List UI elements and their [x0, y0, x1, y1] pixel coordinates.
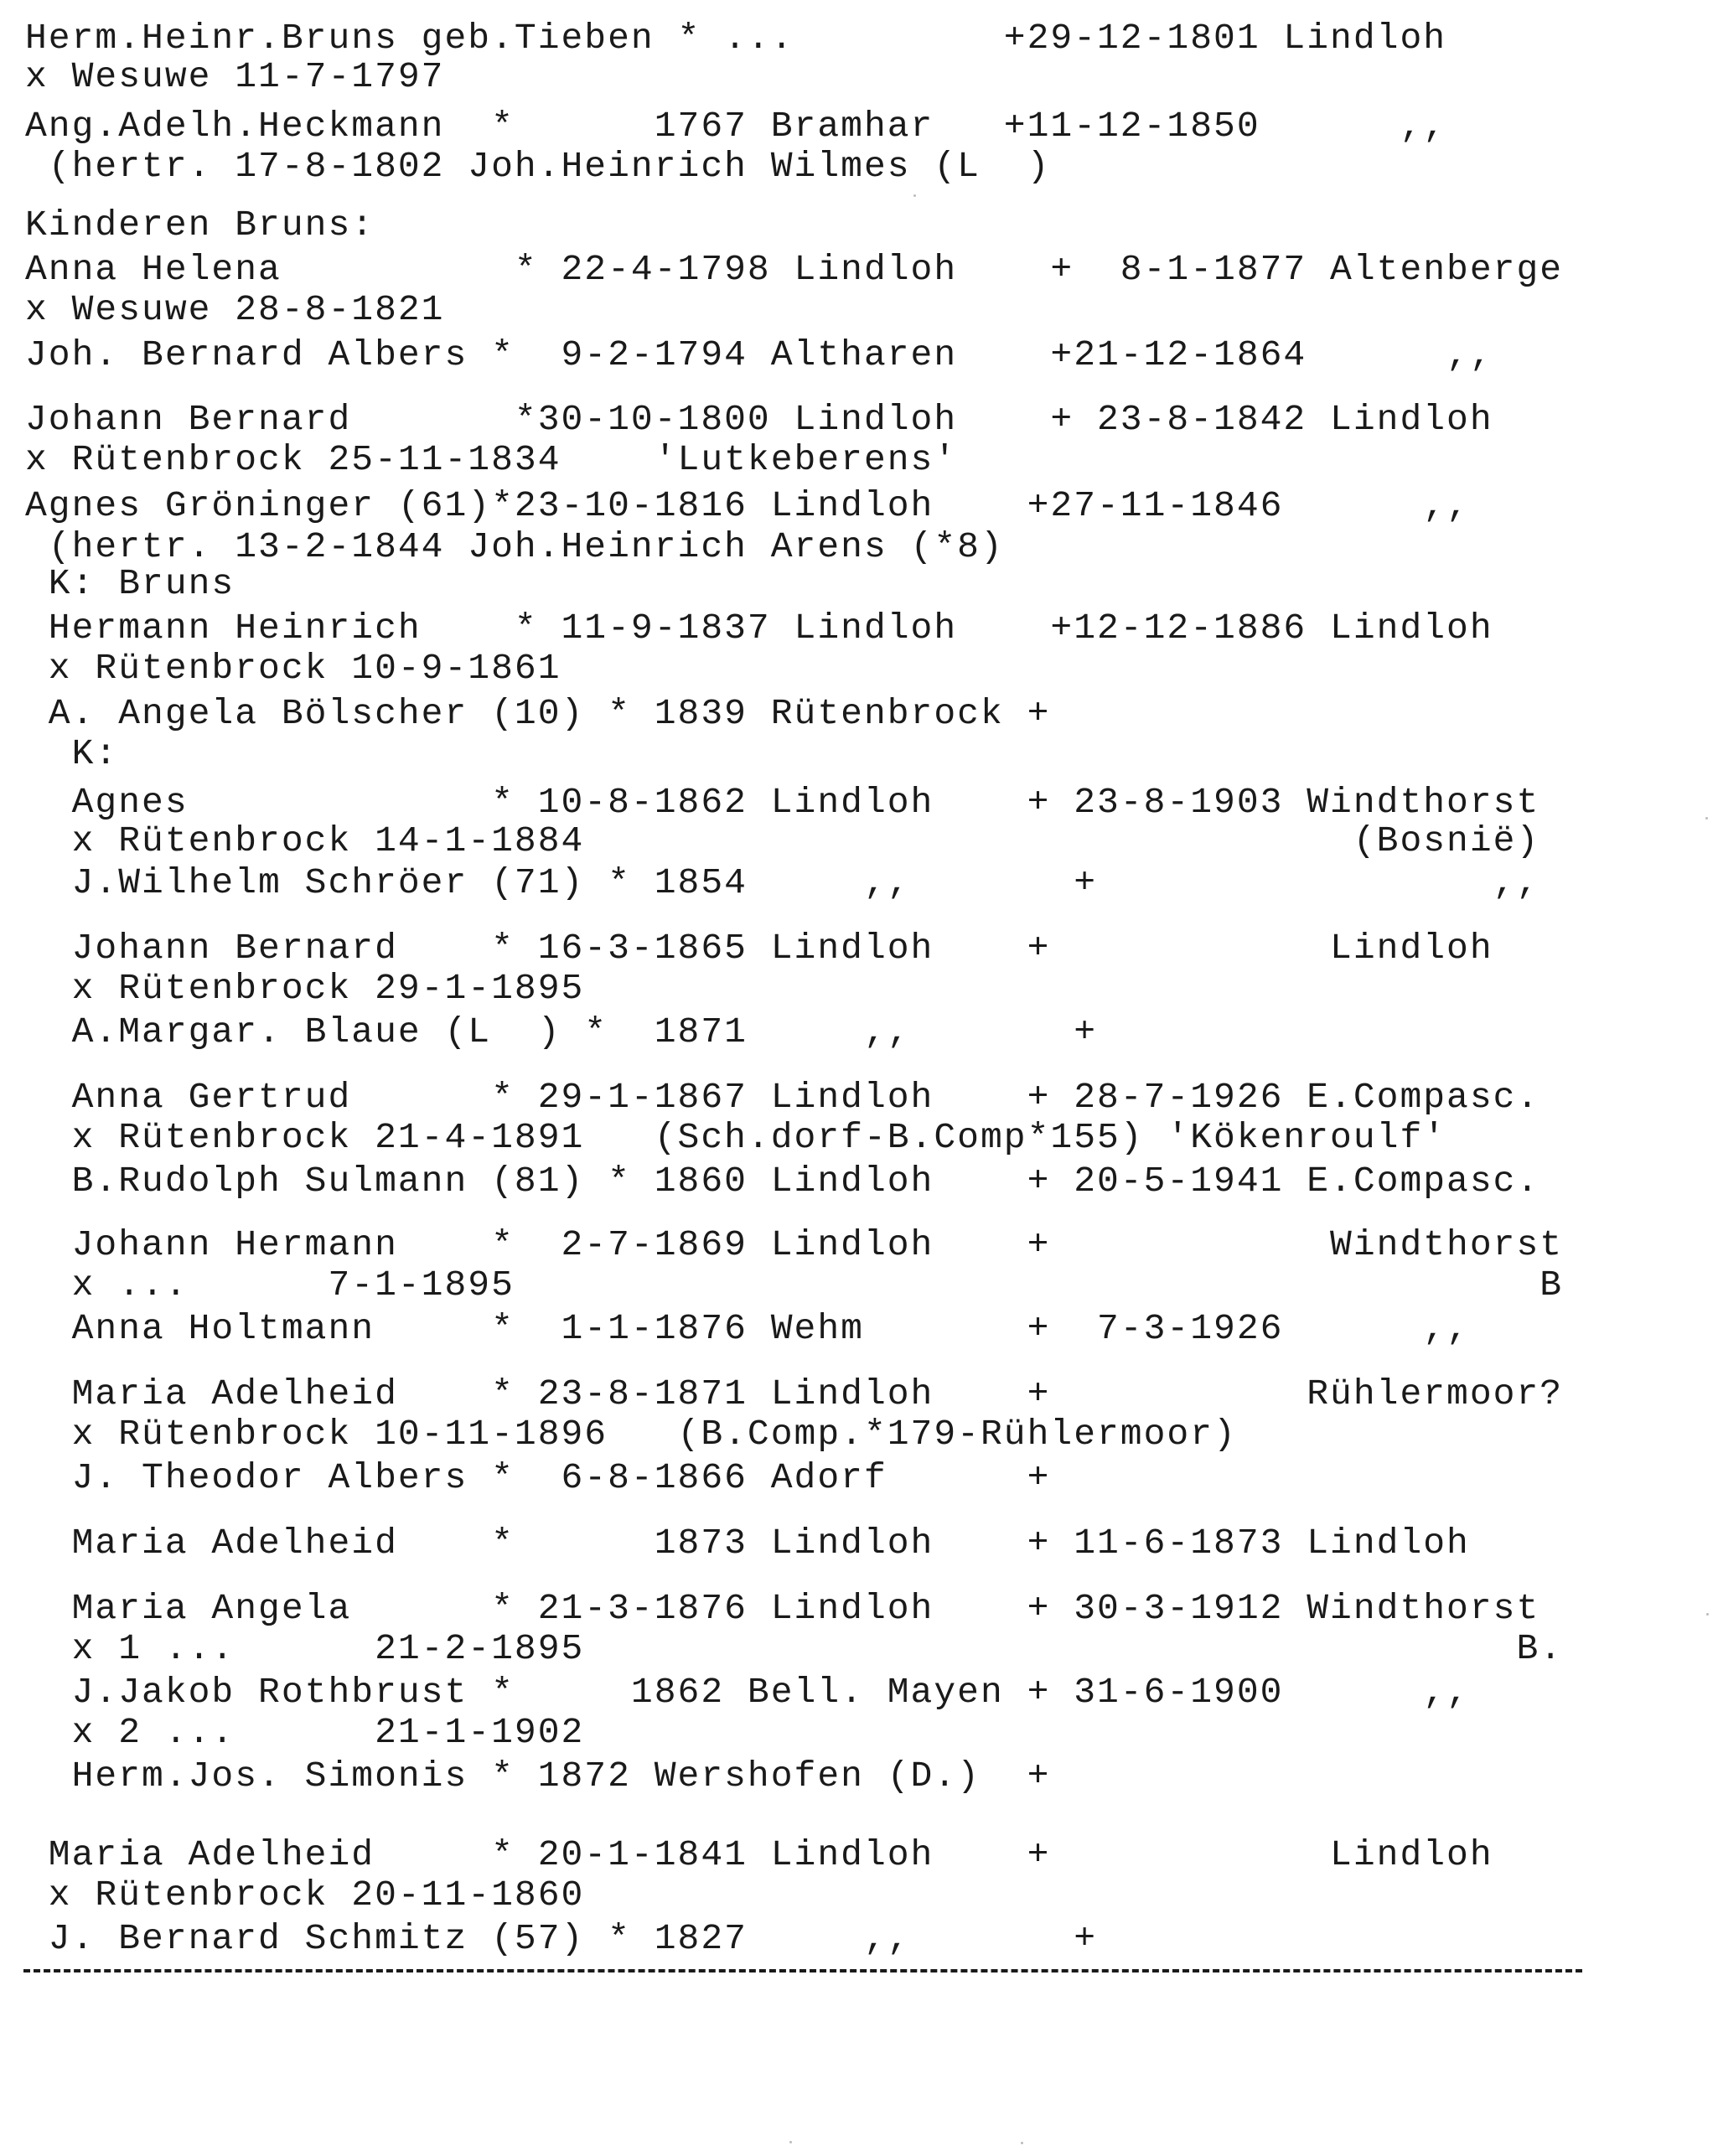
- text-line: x Wesuwe 28-8-1821: [25, 289, 445, 330]
- text-line: J. Bernard Schmitz (57) * 1827 ,, +: [25, 1918, 1097, 1959]
- text-line: x 1 ... 21-2-1895 B.: [25, 1628, 1564, 1669]
- text-line: x Rütenbrock 14-1-1884 (Bosnië): [25, 820, 1540, 861]
- text-line: Anna Gertrud * 29-1-1867 Lindloh + 28-7-1926 E.Compasc.: [25, 1077, 1540, 1118]
- text-line: x Rütenbrock 10-11-1896 (B.Comp.*179-Rühlermoor): [25, 1414, 1237, 1455]
- text-line: Johann Hermann * 2-7-1869 Lindloh + Windthorst: [25, 1224, 1564, 1265]
- text-line: Maria Adelheid * 23-8-1871 Lindloh + Rühlermoor?: [25, 1373, 1564, 1414]
- text-line: A.Margar. Blaue (L ) * 1871 ,, +: [25, 1011, 1097, 1052]
- scan-speck: [1021, 2142, 1023, 2144]
- scan-speck: [1705, 817, 1708, 819]
- text-line: (hertr. 17-8-1802 Joh.Heinrich Wilmes (L ): [25, 146, 1051, 187]
- text-line: Maria Angela * 21-3-1876 Lindloh + 30-3-1912 Windthorst: [25, 1588, 1540, 1629]
- text-line: Hermann Heinrich * 11-9-1837 Lindloh +12-12-1886 Lindloh: [25, 608, 1493, 649]
- text-line: x Rütenbrock 10-9-1861: [25, 648, 561, 689]
- dashed-separator: [23, 1969, 1582, 1972]
- text-line: x 2 ... 21-1-1902: [25, 1712, 585, 1753]
- text-line: J. Theodor Albers * 6-8-1866 Adorf +: [25, 1457, 1051, 1498]
- scan-speck: [1706, 1613, 1709, 1616]
- text-line: Agnes Gröninger (61)*23-10-1816 Lindloh +27-11-1846 ,,: [25, 485, 1470, 526]
- text-line: J.Wilhelm Schröer (71) * 1854 ,, + ,,: [25, 862, 1540, 903]
- text-line: Johann Bernard * 16-3-1865 Lindloh + Lindloh: [25, 928, 1493, 969]
- text-line: K:: [25, 733, 119, 774]
- scan-speck: [789, 2141, 792, 2143]
- text-line: x Rütenbrock 20-11-1860: [25, 1874, 585, 1916]
- text-line: Anna Holtmann * 1-1-1876 Wehm + 7-3-1926 ,,: [25, 1308, 1470, 1349]
- scan-speck: [913, 194, 916, 197]
- text-line: Maria Adelheid * 20-1-1841 Lindloh + Lindloh: [25, 1834, 1493, 1875]
- text-line: Herm.Jos. Simonis * 1872 Wershofen (D.) +: [25, 1755, 1051, 1797]
- text-line: Kinderen Bruns:: [25, 204, 375, 246]
- text-line: x Rütenbrock 29-1-1895: [25, 968, 585, 1009]
- text-line: Agnes * 10-8-1862 Lindloh + 23-8-1903 Windthorst: [25, 782, 1540, 823]
- text-line: Joh. Bernard Albers * 9-2-1794 Altharen +21-12-1864 ,,: [25, 334, 1493, 375]
- text-line: x Rütenbrock 21-4-1891 (Sch.dorf-B.Comp*155) 'Kökenroulf': [25, 1117, 1447, 1158]
- text-line: Ang.Adelh.Heckmann * 1767 Bramhar +11-12-1850 ,,: [25, 106, 1447, 147]
- text-line: Herm.Heinr.Bruns geb.Tieben * ... +29-12-1801 Lindloh: [25, 18, 1447, 59]
- text-line: Johann Bernard *30-10-1800 Lindloh + 23-8-1842 Lindloh: [25, 399, 1493, 440]
- text-line: x Wesuwe 11-7-1797: [25, 56, 445, 97]
- text-line: Anna Helena * 22-4-1798 Lindloh + 8-1-1877 Altenberge: [25, 249, 1564, 290]
- text-line: A. Angela Bölscher (10) * 1839 Rütenbrock +: [25, 693, 1051, 734]
- text-line: B.Rudolph Sulmann (81) * 1860 Lindloh + 20-5-1941 E.Compasc.: [25, 1161, 1540, 1202]
- text-line: x ... 7-1-1895 B: [25, 1264, 1564, 1305]
- text-line: Maria Adelheid * 1873 Lindloh + 11-6-1873 Lindloh: [25, 1523, 1470, 1564]
- text-line: x Rütenbrock 25-11-1834 'Lutkeberens': [25, 439, 958, 480]
- text-line: (hertr. 13-2-1844 Joh.Heinrich Arens (*8): [25, 526, 1004, 567]
- text-line: K: Bruns: [25, 563, 235, 604]
- text-line: J.Jakob Rothbrust * 1862 Bell. Mayen + 31-6-1900 ,,: [25, 1672, 1470, 1713]
